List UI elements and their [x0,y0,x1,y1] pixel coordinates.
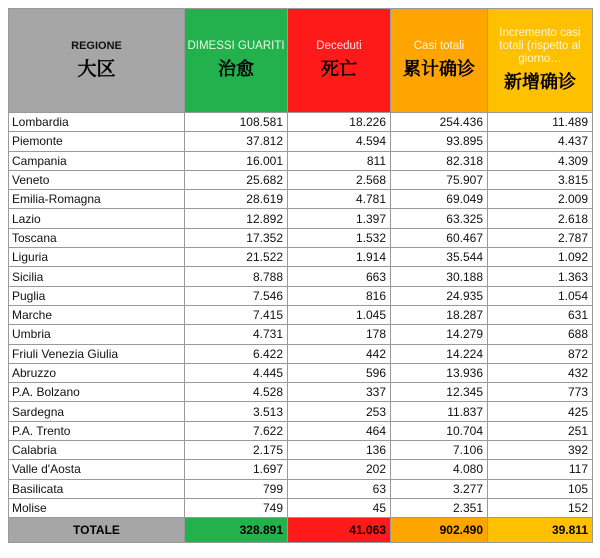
dimessi-cell: 16.001 [185,151,288,170]
dimessi-cell: 4.528 [185,383,288,402]
incremento-cell: 11.489 [488,113,593,132]
incremento-cell: 425 [488,402,593,421]
region-name-cell: Veneto [9,170,185,189]
incremento-cell: 4.309 [488,151,593,170]
casi-cell: 60.467 [391,228,488,247]
header-dimessi-zh: 治愈 [218,59,254,79]
region-name-cell: Campania [9,151,185,170]
incremento-cell: 1.092 [488,248,593,267]
dimessi-cell: 17.352 [185,228,288,247]
region-name-cell: Friuli Venezia Giulia [9,344,185,363]
deceduti-cell: 253 [288,402,391,421]
casi-cell: 75.907 [391,170,488,189]
region-name-cell: Abruzzo [9,363,185,382]
header-dimessi-it: DIMESSI GUARITI [187,40,285,52]
totals-casi: 902.490 [391,518,488,543]
dimessi-cell: 12.892 [185,209,288,228]
incremento-cell: 2.787 [488,228,593,247]
region-name-cell: Lazio [9,209,185,228]
table-row [9,479,593,498]
deceduti-cell: 4.594 [288,132,391,151]
header-deceduti [288,9,391,113]
table-row [9,228,593,247]
deceduti-cell: 4.781 [288,190,391,209]
table-row [9,286,593,305]
table-row [9,344,593,363]
deceduti-cell: 1.914 [288,248,391,267]
casi-cell: 63.325 [391,209,488,228]
deceduti-cell: 596 [288,363,391,382]
casi-cell: 254.436 [391,113,488,132]
incremento-cell: 3.815 [488,170,593,189]
dimessi-cell: 749 [185,498,288,517]
incremento-cell: 117 [488,460,593,479]
casi-cell: 12.345 [391,383,488,402]
casi-cell: 14.224 [391,344,488,363]
dimessi-cell: 4.445 [185,363,288,382]
table-body [9,113,593,518]
casi-cell: 2.351 [391,498,488,517]
totals-dimessi: 328.891 [185,518,288,543]
header-casi-it: Casi totali [413,40,465,52]
totals-deceduti: 41.063 [288,518,391,543]
header-incremento-zh: 新增确诊 [504,72,576,92]
deceduti-cell: 816 [288,286,391,305]
region-name-cell: Calabria [9,441,185,460]
casi-cell: 35.544 [391,248,488,267]
totals-incremento: 39.811 [488,518,593,543]
casi-cell: 4.080 [391,460,488,479]
casi-cell: 30.188 [391,267,488,286]
table-row [9,383,593,402]
header-region-zh: 大区 [77,59,116,80]
header-region [9,9,185,113]
incremento-cell: 1.363 [488,267,593,286]
dimessi-cell: 1.697 [185,460,288,479]
incremento-cell: 2.618 [488,209,593,228]
table-row [9,305,593,324]
deceduti-cell: 1.045 [288,305,391,324]
table-row [9,498,593,517]
table-row [9,325,593,344]
casi-cell: 24.935 [391,286,488,305]
dimessi-cell: 6.422 [185,344,288,363]
table-row [9,421,593,440]
casi-cell: 7.106 [391,441,488,460]
header-incremento [488,9,593,113]
incremento-cell: 688 [488,325,593,344]
dimessi-cell: 25.682 [185,170,288,189]
incremento-cell: 2.009 [488,190,593,209]
incremento-cell: 432 [488,363,593,382]
deceduti-cell: 18.226 [288,113,391,132]
dimessi-cell: 7.622 [185,421,288,440]
incremento-cell: 631 [488,305,593,324]
header-casi-zh: 累计确诊 [403,59,475,79]
region-name-cell: P.A. Bolzano [9,383,185,402]
incremento-cell: 4.437 [488,132,593,151]
dimessi-cell: 108.581 [185,113,288,132]
totals-label: TOTALE [9,518,185,543]
deceduti-cell: 337 [288,383,391,402]
region-name-cell: Puglia [9,286,185,305]
region-name-cell: Liguria [9,248,185,267]
table-row [9,267,593,286]
dimessi-cell: 7.546 [185,286,288,305]
region-name-cell: Umbria [9,325,185,344]
region-name-cell: Sicilia [9,267,185,286]
dimessi-cell: 799 [185,479,288,498]
table-row [9,113,593,132]
dimessi-cell: 2.175 [185,441,288,460]
header-deceduti-zh: 死亡 [321,59,357,79]
header-casi [391,9,488,113]
region-name-cell: Valle d'Aosta [9,460,185,479]
region-name-cell: Molise [9,498,185,517]
casi-cell: 82.318 [391,151,488,170]
deceduti-cell: 464 [288,421,391,440]
casi-cell: 69.049 [391,190,488,209]
table-row [9,132,593,151]
incremento-cell: 872 [488,344,593,363]
dimessi-cell: 4.731 [185,325,288,344]
region-name-cell: Piemonte [9,132,185,151]
region-name-cell: Basilicata [9,479,185,498]
deceduti-cell: 45 [288,498,391,517]
casi-cell: 13.936 [391,363,488,382]
dimessi-cell: 3.513 [185,402,288,421]
table-row [9,460,593,479]
table-row [9,170,593,189]
dimessi-cell: 37.812 [185,132,288,151]
table-row [9,441,593,460]
deceduti-cell: 136 [288,441,391,460]
incremento-cell: 773 [488,383,593,402]
casi-cell: 18.287 [391,305,488,324]
dimessi-cell: 8.788 [185,267,288,286]
deceduti-cell: 202 [288,460,391,479]
casi-cell: 93.895 [391,132,488,151]
region-name-cell: P.A. Trento [9,421,185,440]
casi-cell: 3.277 [391,479,488,498]
deceduti-cell: 442 [288,344,391,363]
covid-region-table-container [8,8,592,550]
header-dimessi [185,9,288,113]
dimessi-cell: 7.415 [185,305,288,324]
dimessi-cell: 21.522 [185,248,288,267]
casi-cell: 10.704 [391,421,488,440]
region-name-cell: Emilia-Romagna [9,190,185,209]
incremento-cell: 152 [488,498,593,517]
region-name-cell: Marche [9,305,185,324]
deceduti-cell: 663 [288,267,391,286]
header-row [9,9,593,113]
region-name-cell: Sardegna [9,402,185,421]
deceduti-cell: 811 [288,151,391,170]
table-row [9,248,593,267]
table-row [9,151,593,170]
header-deceduti-it: Deceduti [316,40,362,52]
incremento-cell: 392 [488,441,593,460]
totals-row [9,518,593,543]
incremento-cell: 105 [488,479,593,498]
deceduti-cell: 1.397 [288,209,391,228]
deceduti-cell: 2.568 [288,170,391,189]
deceduti-cell: 63 [288,479,391,498]
header-region-it: REGIONE [71,40,122,52]
table-row [9,190,593,209]
dimessi-cell: 28.619 [185,190,288,209]
table-row [9,209,593,228]
region-name-cell: Toscana [9,228,185,247]
region-name-cell: Lombardia [9,113,185,132]
header-incremento-it: Incremento casi totali (rispetto al giorno… [499,27,581,65]
deceduti-cell: 178 [288,325,391,344]
table-row [9,402,593,421]
covid-region-table [8,8,593,543]
incremento-cell: 1.054 [488,286,593,305]
casi-cell: 11.837 [391,402,488,421]
deceduti-cell: 1.532 [288,228,391,247]
incremento-cell: 251 [488,421,593,440]
casi-cell: 14.279 [391,325,488,344]
table-row [9,363,593,382]
